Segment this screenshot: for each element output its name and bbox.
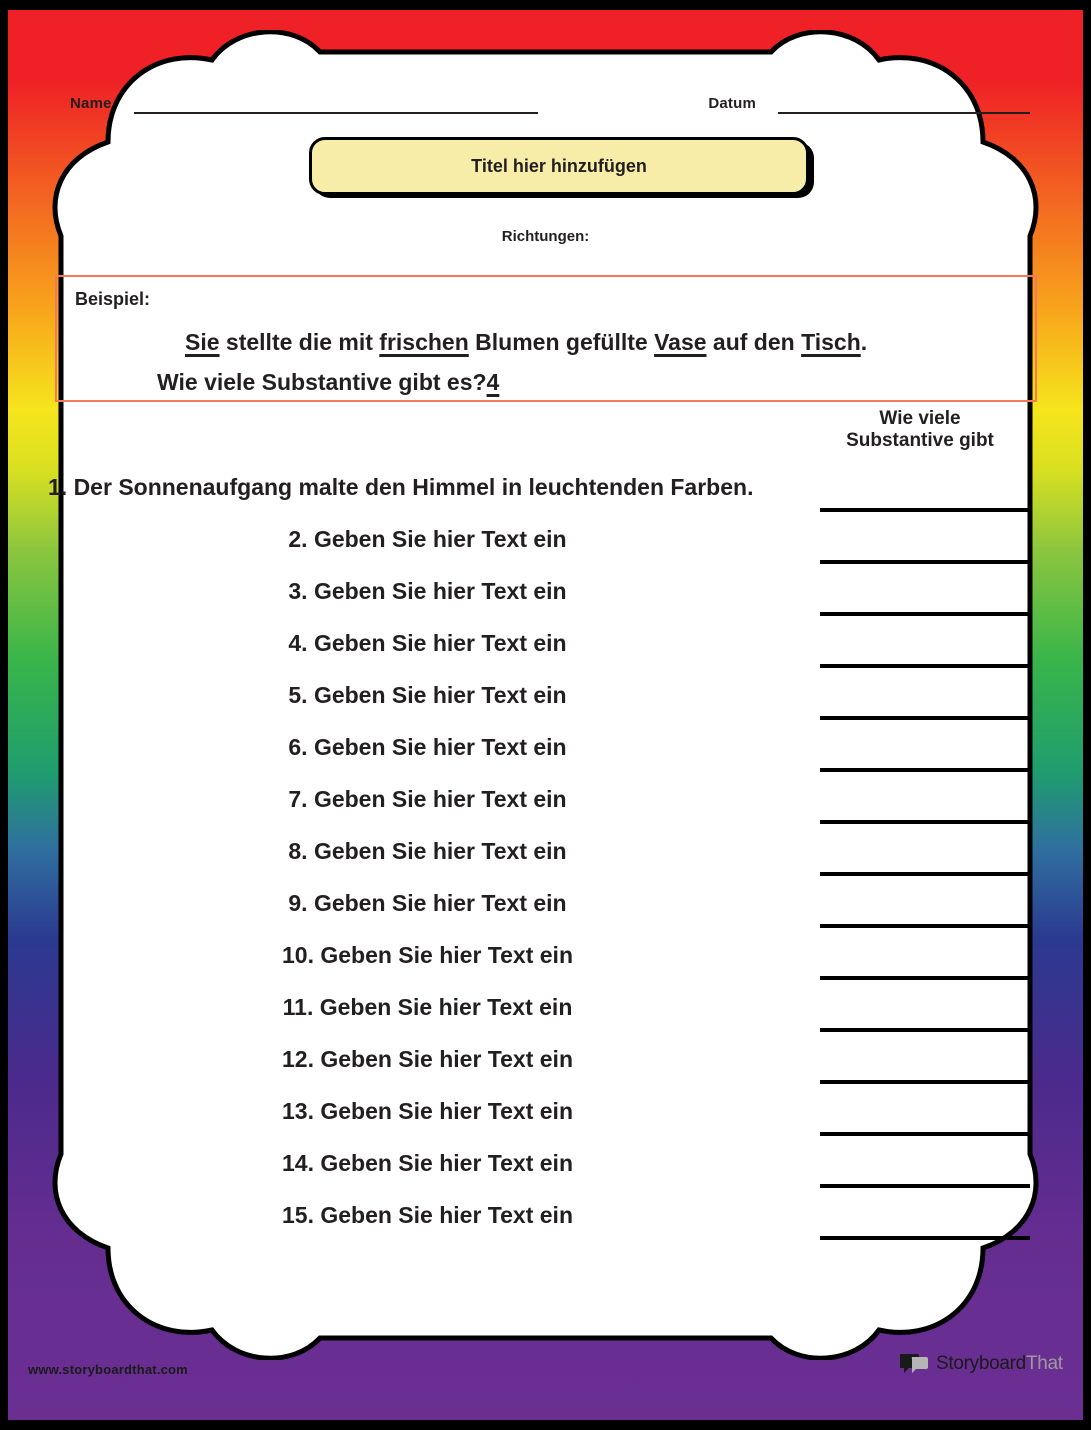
question-row: [30, 520, 1061, 572]
question-text[interactable]: 1. Der Sonnenaufgang malte den Himmel in leuchtenden Farben.: [48, 474, 754, 500]
question-text[interactable]: 13. Geben Sie hier Text ein: [281, 1098, 573, 1124]
example-noun-2: frischen: [379, 329, 469, 355]
speech-bubble-icon: [900, 1352, 930, 1376]
answer-line[interactable]: [820, 872, 1030, 876]
question-row: [30, 572, 1061, 624]
worksheet-content: [30, 30, 1061, 1360]
answer-line[interactable]: [820, 768, 1030, 772]
question-row: [30, 624, 1061, 676]
question-row: [30, 936, 1061, 988]
question-row: [30, 988, 1061, 1040]
footer-url[interactable]: www.storyboardthat.com: [28, 1362, 188, 1377]
logo-brand-first: Storyboard: [936, 1353, 1026, 1374]
question-text[interactable]: 6. Geben Sie hier Text ein: [288, 734, 567, 760]
storyboardthat-logo[interactable]: [900, 1352, 1063, 1376]
date-input-line[interactable]: [778, 92, 1030, 114]
answer-line[interactable]: [820, 1236, 1030, 1240]
question-text[interactable]: 9. Geben Sie hier Text ein: [288, 890, 567, 916]
logo-wordmark: [936, 1353, 1063, 1375]
example-noun-0: Sie: [185, 329, 220, 355]
question-text[interactable]: 8. Geben Sie hier Text ein: [288, 838, 567, 864]
name-label: Name: [70, 95, 112, 112]
logo-brand-second: That: [1025, 1353, 1063, 1374]
answer-line[interactable]: [820, 716, 1030, 720]
question-row: [30, 468, 1061, 520]
answer-line[interactable]: [820, 1028, 1030, 1032]
name-input-line[interactable]: [134, 92, 538, 114]
question-text[interactable]: 12. Geben Sie hier Text ein: [281, 1046, 573, 1072]
answer-line[interactable]: [820, 1184, 1030, 1188]
answer-line[interactable]: [820, 924, 1030, 928]
question-row: [30, 780, 1061, 832]
question-text[interactable]: 10. Geben Sie hier Text ein: [281, 942, 573, 968]
answer-line[interactable]: [820, 508, 1030, 512]
example-answer: 4: [486, 369, 500, 395]
question-row: [30, 832, 1061, 884]
question-text[interactable]: 3. Geben Sie hier Text ein: [288, 578, 567, 604]
example-noun-4: Vase: [654, 329, 707, 355]
example-label: Beispiel:: [75, 289, 151, 309]
directions-label: Richtungen:: [501, 228, 590, 245]
question-text[interactable]: 14. Geben Sie hier Text ein: [281, 1150, 573, 1176]
question-text[interactable]: 7. Geben Sie hier Text ein: [288, 786, 567, 812]
question-row: [30, 728, 1061, 780]
question-row: [30, 1196, 1061, 1248]
example-box: [55, 275, 1037, 402]
question-row: [30, 884, 1061, 936]
answer-line[interactable]: [820, 1080, 1030, 1084]
paper-sheet: [30, 30, 1061, 1360]
title-text: Titel hier hinzufügen: [471, 155, 647, 176]
example-sentence: [185, 329, 867, 356]
example-question: [157, 369, 499, 396]
question-row: [30, 676, 1061, 728]
answer-line[interactable]: [820, 820, 1030, 824]
question-row: [30, 1040, 1061, 1092]
example-text-3: Blumen gefüllte: [468, 329, 655, 355]
question-row: [30, 1144, 1061, 1196]
title-box[interactable]: [309, 137, 809, 195]
answer-column-heading-line1: Wie viele: [879, 408, 961, 429]
question-row: [30, 1092, 1061, 1144]
question-text[interactable]: 2. Geben Sie hier Text ein: [288, 526, 567, 552]
date-label: Datum: [708, 95, 756, 112]
answer-line[interactable]: [820, 612, 1030, 616]
answer-line[interactable]: [820, 560, 1030, 564]
example-text-5: auf den: [706, 329, 802, 355]
answer-line[interactable]: [820, 664, 1030, 668]
question-text[interactable]: 5. Geben Sie hier Text ein: [288, 682, 567, 708]
question-text[interactable]: 4. Geben Sie hier Text ein: [288, 630, 567, 656]
answer-line[interactable]: [820, 1132, 1030, 1136]
example-text-7: .: [860, 329, 868, 355]
question-list: [30, 468, 1061, 1248]
answer-line[interactable]: [820, 976, 1030, 980]
answer-column-heading-line2: Substantive gibt: [846, 430, 994, 452]
question-text[interactable]: 11. Geben Sie hier Text ein: [282, 994, 573, 1020]
question-text[interactable]: 15. Geben Sie hier Text ein: [281, 1202, 573, 1228]
example-question-text: Wie viele Substantive gibt es?: [157, 369, 487, 395]
example-text-1: stellte die mit: [219, 329, 380, 355]
example-noun-6: Tisch: [801, 329, 861, 355]
answer-column-heading: [790, 408, 1050, 452]
student-info-row: [70, 92, 1030, 114]
